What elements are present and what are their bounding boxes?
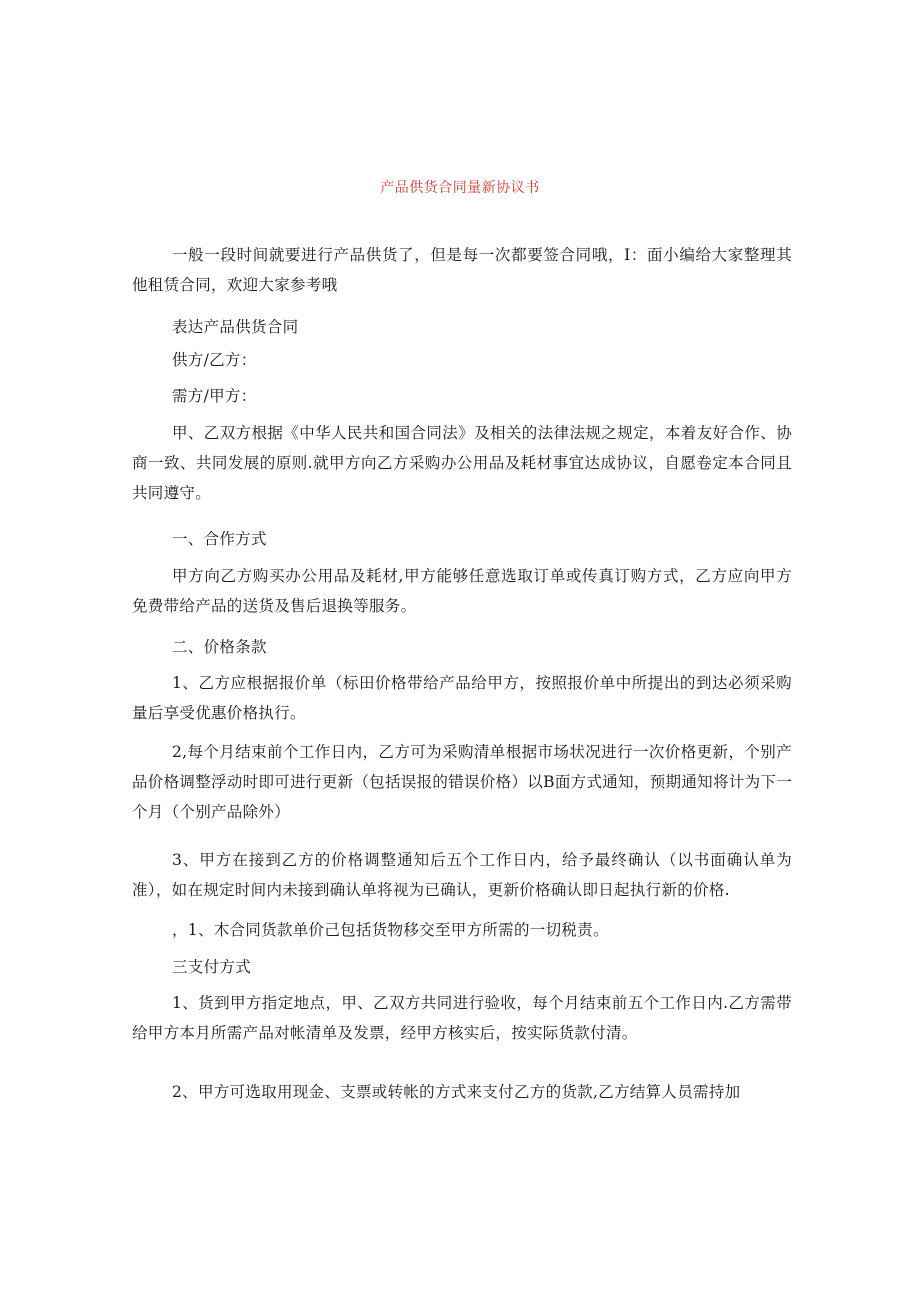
section1-heading: 一、合作方式 [172, 530, 267, 548]
clause-2-4: ，1、木合同货款单价己包括货物移交至甲方所需的一切税责。 [172, 921, 609, 939]
preamble-paragraph: 甲、乙双方根据《中华人民共和国合同法》及相关的法律法规之规定，本着友好合作、协商一致、共同发展的原则.就甲方向乙方采购办公用品及耗材事宜达成协议，自愿卷定本合同且共同遵守。 [132, 424, 792, 502]
buyer-line: 需方/甲方： [172, 387, 257, 405]
clause-3-2: 2、甲方可选取用现金、支票或转帐的方式来支付乙方的货款,乙方结算人员需持加 [172, 1083, 741, 1101]
clause-2-3: 3、甲方在接到乙方的价格调整通知后五个工作日内，给予最终确认（以书面确认单为准），如在规定时间内未接到确认单将视为已确认，更新价格确认即日起执行新的价格. [132, 851, 792, 899]
supplier-line: 供方/乙方： [172, 351, 257, 369]
document-title: 产品供货合同量新协议书 [380, 180, 540, 196]
intro-paragraph: 一般一段时间就要进行产品供货了，但是每一次都要签合同哦，I：面小编给大家整理其他租赁合同，欢迎大家参考哦 [132, 246, 792, 294]
section2-heading: 二、价格条款 [172, 638, 267, 656]
clause-2-1: 1、乙方应根据报价单（标田价格带给产品给甲方，按照报价单中所提出的到达必须采购量后享受优惠价格执行。 [132, 674, 792, 722]
section1-paragraph: 甲方向乙方购买办公用品及耗材,甲方能够任意选取订单或传真订购方式，乙方应向甲方免费带给产品的送货及售后退换等服务。 [132, 567, 792, 615]
clause-3-1: 1、货到甲方指定地点，甲、乙双方共同进行验收，每个月结束前五个工作日内.乙方需带给甲方本月所需产品对帐清单及发票，经甲方核实后，按实际货款付清。 [132, 994, 792, 1042]
subtitle-line: 表达产品供货合同 [172, 318, 299, 336]
section3-heading: 三支付方式 [172, 958, 252, 976]
clause-2-2: 2,每个月结束前个工作日内，乙方可为采购清单根据市场状况进行一次价格更新，个别产品价格调整浮动时即可进行更新（包括误报的错误价格）以B面方式通知，预期通知将计为下一个月（个别产品除外） [132, 743, 792, 821]
